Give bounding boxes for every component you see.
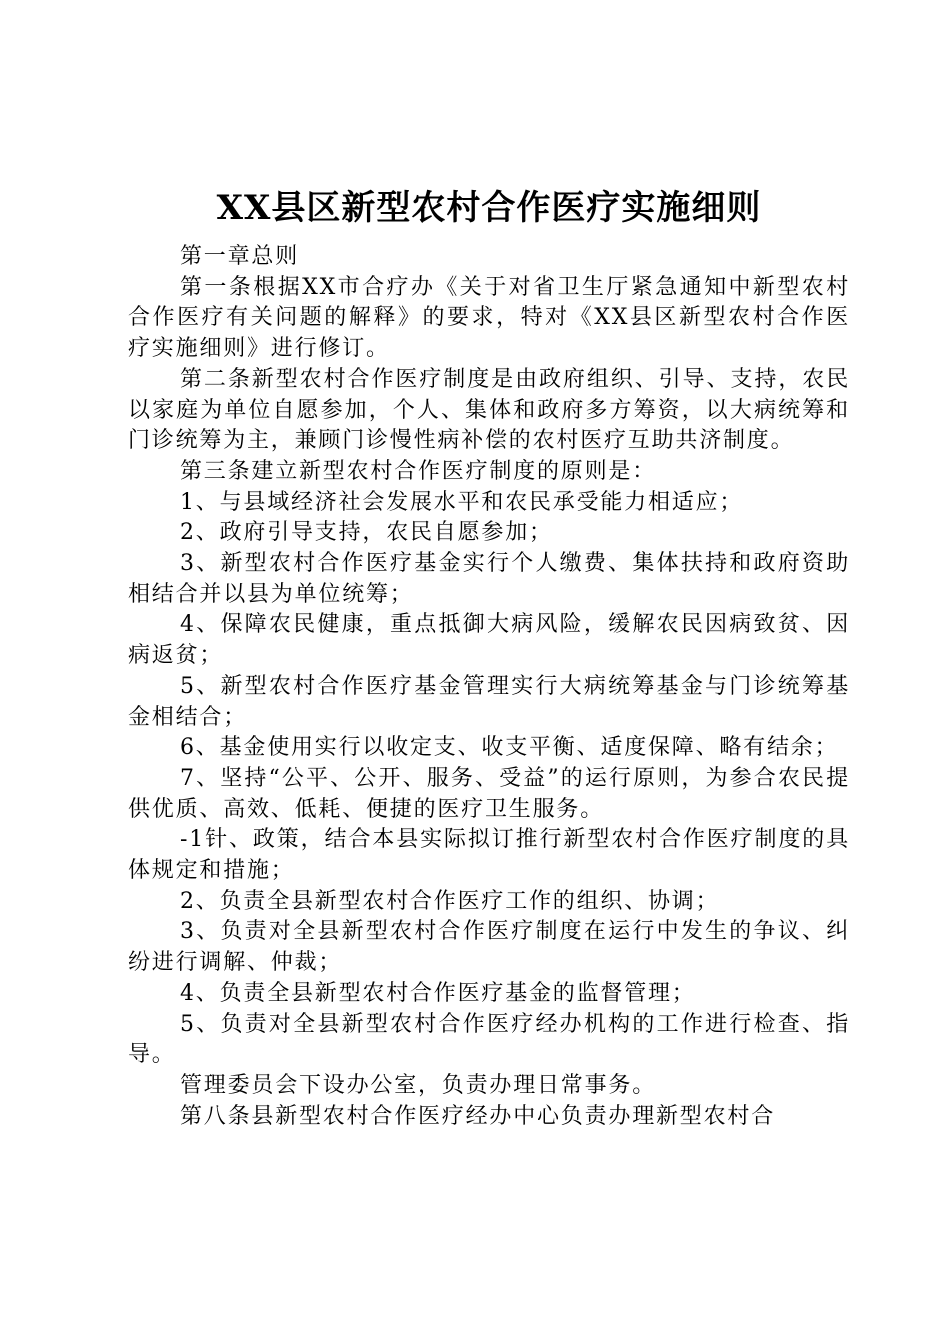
principle-item: 1、与县域经济社会发展水平和农民承受能力相适应； [180, 489, 744, 515]
principle-item: 4、保障农民健康，重点抵御大病风险，缓解农民因病致贫、因病返贫； [128, 612, 850, 669]
duty-item: 5、负责对全县新型农村合作医疗经办机构的工作进行检查、指导。 [128, 1011, 850, 1068]
principle-item: 5、新型农村合作医疗基金管理实行大病统筹基金与门诊统筹基金相结合； [128, 673, 850, 730]
principle-item: 6、基金使用实行以收定支、收支平衡、适度保障、略有结余； [180, 735, 839, 761]
article-2: 第二条新型农村合作医疗制度是由政府组织、引导、支持，农民以家庭为单位自愿参加，个人、集体和政府多方筹资，以大病统筹和门诊统筹为主，兼顾门诊慢性病补偿的农村医疗互助共济制度。 [128, 366, 850, 454]
duty-item: 4、负责全县新型农村合作医疗基金的监督管理； [180, 980, 696, 1006]
document-title: XX县区新型农村合作医疗实施细则 [216, 188, 762, 228]
principle-item: 7、坚持“公平、公开、服务、受益”的运行原则，为参合农民提供优质、高效、低耗、便捷的医疗卫生服务。 [128, 765, 850, 822]
article-1: 第一条根据XX市合疗办《关于对省卫生厅紧急通知中新型农村合作医疗有关问题的解释》的要求，特对《XX县区新型农村合作医疗实施细则》进行修订。 [128, 274, 850, 362]
duty-item: 3、负责对全县新型农村合作医疗制度在运行中发生的争议、纠纷进行调解、仲裁； [128, 919, 850, 976]
office-note: 管理委员会下设办公室，负责办理日常事务。 [180, 1072, 657, 1098]
principle-item: 2、政府引导支持，农民自愿参加； [180, 520, 553, 546]
duty-item: 2、负责全县新型农村合作医疗工作的组织、协调； [180, 888, 720, 914]
article-8: 第八条县新型农村合作医疗经办中心负责办理新型农村合 [180, 1103, 776, 1129]
principle-item: 3、新型农村合作医疗基金实行个人缴费、集体扶持和政府资助相结合并以县为单位统筹； [128, 551, 850, 607]
chapter-heading: 第一章总则 [180, 244, 300, 269]
article-3: 第三条建立新型农村合作医疗制度的原则是： [180, 458, 657, 484]
document-body [128, 242, 850, 1132]
duty-item: -1针、政策，结合本县实际拟订推行新型农村合作医疗制度的具体规定和措施； [128, 827, 850, 884]
